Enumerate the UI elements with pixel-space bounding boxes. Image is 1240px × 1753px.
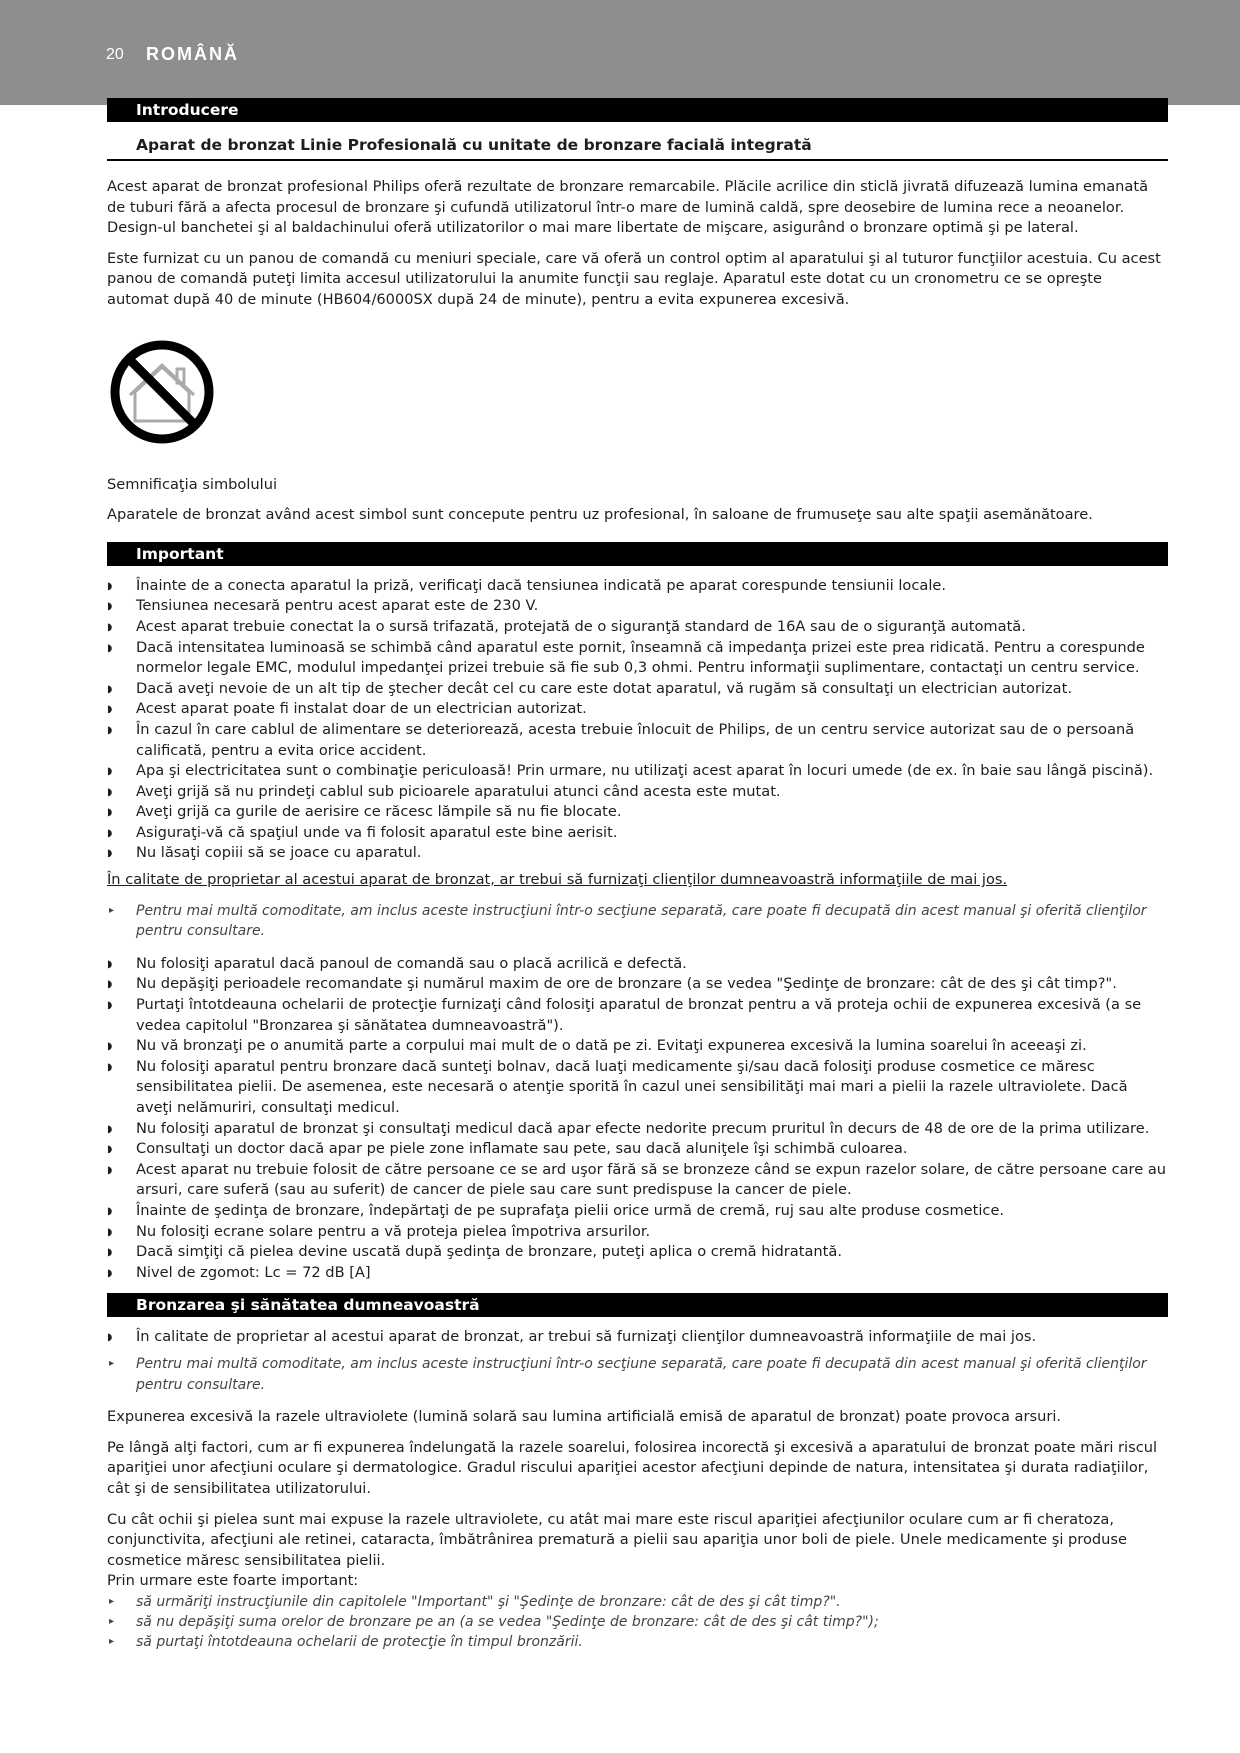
bullet-icon: ◗ xyxy=(107,786,113,798)
bullet-icon: ◗ xyxy=(107,979,113,991)
list-item: ◗ Acest aparat poate fi instalat doar de un electrician autorizat. xyxy=(107,700,587,718)
list-item: ◗ În cazul în care cablul de alimentare se deteriorează, acesta trebuie înlocuit de Philips, de un centru service autorizat sau de o persoană calificată, pentru a evita orice accident. xyxy=(107,720,1135,759)
bullet-icon: ◗ xyxy=(107,1123,113,1135)
page-content xyxy=(107,98,1168,1652)
bullet-icon: ◗ xyxy=(107,1205,113,1217)
bullet-icon: ◗ xyxy=(107,1144,113,1156)
bullet-icon: ◗ xyxy=(107,766,113,778)
section-title-intro: Introducere xyxy=(107,98,1168,122)
bullet-icon: ◗ xyxy=(107,601,113,613)
list-item: ◗ Consultaţi un doctor dacă apar pe piele zone inflamate sau pete, sau dacă aluniţele îşi schimbă culoarea. xyxy=(107,1140,908,1158)
bullet-icon: ◗ xyxy=(107,704,113,716)
symbol-description: Aparatele de bronzat având acest simbol sunt concepute pentru uz profesional, în saloane de frumuseţe sau alte spaţii asemănătoare. xyxy=(107,506,1093,524)
intro-paragraph-1: Acest aparat de bronzat profesional Philips oferă rezultate de bronzare remarcabile. Plăcile acrilice din sticlă jivrată difuzează lumina emanată de tuburi fără a afecta procesul de bronzare şi cufundă utilizatorul într-o mare de lumină caldă, spre deosebire de lumina rece a neoanelor. Design-ul banchetei şi al baldachinului oferă utilizatorilor o mai mare libertate de mişcare, asigurând o bronzare optimă şi pe lateral. xyxy=(107,178,1149,237)
triangle-icon: ▸ xyxy=(109,904,115,916)
bullet-icon: ◗ xyxy=(107,1041,113,1053)
bullet-icon: ◗ xyxy=(107,807,113,819)
section-title-important: Important xyxy=(107,542,1168,566)
bullet-icon: ◗ xyxy=(107,958,113,970)
bullet-icon: ◗ xyxy=(107,724,113,736)
bullet-icon: ◗ xyxy=(107,642,113,654)
list-item: ◗ În calitate de proprietar al acestui aparat de bronzat, ar trebui să furnizaţi clienţilor dumneavoastră informaţiile de mai jos. xyxy=(107,1328,1037,1346)
list-item: ◗ Dacă intensitatea luminoasă se schimbă când aparatul este pornit, înseamnă că impedanţa prizei este prea ridicată. Pentru a corespunde normelor legale EMC, modulul impedanţei prizei trebuie să fie sub 0,3 ohmi. Pentru informaţii suplimentare, contactaţi un centru service. xyxy=(107,638,1145,677)
language-label: ROMÂNĂ xyxy=(146,44,239,64)
bullet-icon: ◗ xyxy=(107,1247,113,1259)
list-item: ◗ Dacă simţiţi că pielea devine uscată după şedinţa de bronzare, puteţi aplica o cremă hidratantă. xyxy=(107,1243,842,1261)
health-paragraph-3: Cu cât ochii şi pielea sunt mai expuse la razele ultraviolete, cu atât mai mare este riscul apariţiei afecţiunilor oculare cum ar fi cheratoza, conjunctivita, afecţiuni ale retinei, cataracta, îmbătrânirea prematură a pielii sau apariţia unor boli de piele. Unele medicamente şi produse cosmetice măresc sensibilitatea pielii. xyxy=(107,1510,1127,1569)
client-list xyxy=(107,954,1168,1284)
health-paragraph-2: Pe lângă alţi factori, cum ar fi expunerea îndelungată la razele soarelui, folosirea incorectă şi excesivă a aparatului de bronzat poate mări riscul apariţiei unor afecţiuni oculare şi dermatologice. Gradul riscului apariţiei acestor afecţiuni depinde de natura, intensitatea şi durata radiaţiilor, cât şi de sensibilitatea utilizatorului. xyxy=(107,1438,1158,1497)
page-header xyxy=(0,0,1240,105)
owner-notice: În calitate de proprietar al acestui aparat de bronzat, ar trebui să furnizaţi clienţilor dumneavoastră informaţiile de mai jos. xyxy=(107,871,1008,889)
triangle-icon: ▸ xyxy=(109,1615,115,1627)
list-item: ◗ Nu depăşiţi perioadele recomandate şi numărul maxim de ore de bronzare (a se vedea "Şedinţe de bronzare: cât de des şi cât timp?". xyxy=(107,975,1117,993)
health-note: ▸ Pentru mai multă comoditate, am inclus aceste instrucţiuni într-o secţiune separată, care poate fi decupată din acest manual şi oferită clienţilor pentru consultare. xyxy=(109,1355,1147,1393)
list-item: ◗ Nu folosiţi aparatul de bronzat şi consultaţi medicul dacă apar efecte nedorite precum pruritul în decurs de 48 de ore de la prima utilizare. xyxy=(107,1119,1150,1137)
list-item: ◗ Acest aparat nu trebuie folosit de către persoane ce se ard uşor fără să se bronzeze când se expun razelor solare, de către persoane care au arsuri, care suferă (sau au suferit) de cancer de piele sau care sunt predispuse la cancer de piele. xyxy=(107,1160,1167,1199)
section-title-health: Bronzarea şi sănătatea dumneavoastră xyxy=(107,1293,1168,1317)
list-item: ◗ Acest aparat trebuie conectat la o sursă trifazată, protejată de o siguranţă standard de 16A sau de o siguranţă automată. xyxy=(107,617,1026,635)
bullet-icon: ◗ xyxy=(107,621,113,633)
list-item: ◗ Nivel de zgomot: Lc = 72 dB [A] xyxy=(107,1263,371,1281)
intro-paragraph-2: Este furnizat cu un panou de comandă cu meniuri speciale, care vă oferă un control optim al aparatului şi al tuturor funcţiilor acestuia. Cu acest panou de comandă puteţi limita accesul utilizatorului la anumite funcţii sau reglaje. Aparatul este dotat cu un cronometru ce se opreşte automat după 40 de minute (HB604/6000SX după 24 de minute), pentru a evita expunerea excesivă. xyxy=(107,249,1161,308)
bullet-icon: ◗ xyxy=(107,827,113,839)
triangle-icon: ▸ xyxy=(109,1635,115,1647)
health-final-list xyxy=(107,1592,1168,1652)
bullet-icon: ◗ xyxy=(107,683,113,695)
bullet-icon: ◗ xyxy=(107,1061,113,1073)
list-item: ◗ Purtaţi întotdeauna ochelarii de protecţie furnizaţi când folosiţi aparatul de bronzat pentru a vă proteja ochii de expunerea excesivă (a se vedea capitolul "Bronzarea şi sănătatea dumneavoastră"). xyxy=(107,996,1142,1034)
triangle-icon: ▸ xyxy=(109,1595,115,1607)
list-item: ▸ să purtaţi întotdeauna ochelarii de protecţie în timpul bronzării. xyxy=(109,1633,583,1650)
no-home-use-icon xyxy=(107,337,217,447)
bullet-icon: ◗ xyxy=(107,1164,113,1176)
health-list xyxy=(107,1327,1168,1348)
list-item: ◗ Nu lăsaţi copiii să se joace cu aparatul. xyxy=(107,844,422,862)
important-list xyxy=(107,576,1168,864)
bullet-icon: ◗ xyxy=(107,580,113,592)
triangle-icon: ▸ xyxy=(109,1357,115,1369)
bullet-icon: ◗ xyxy=(107,1267,113,1279)
customer-note: ▸ Pentru mai multă comoditate, am inclus aceste instrucţiuni într-o secţiune separată, care poate fi decupată din acest manual şi oferită clienţilor pentru consultare. xyxy=(109,902,1147,940)
list-item: ▸ să urmăriţi instrucţiunile din capitolele "Important" şi "Şedinţe de bronzare: cât de des şi cât timp?". xyxy=(109,1593,841,1610)
bullet-icon: ◗ xyxy=(107,1000,113,1012)
list-item: ◗ Apa şi electricitatea sunt o combinaţie periculoasă! Prin urmare, nu utilizaţi acest aparat în locuri umede (de ex. în baie sau lângă piscină). xyxy=(107,762,1154,780)
subsection-title: Aparat de bronzat Linie Profesională cu unitate de bronzare facială integrată xyxy=(107,136,1168,161)
list-item: ◗ Tensiunea necesară pentru acest aparat este de 230 V. xyxy=(107,597,539,615)
list-item: ◗ Asiguraţi-vă că spaţiul unde va fi folosit aparatul este bine aerisit. xyxy=(107,823,618,841)
page-number: 20 xyxy=(106,46,124,63)
symbol-caption: Semnificaţia simbolului xyxy=(107,475,278,493)
list-item: ◗ Nu folosiţi aparatul pentru bronzare dacă sunteţi bolnav, dacă luaţi medicamente şi/sau dacă folosiţi produse cosmetice ce măresc sensibilitatea pielii. De asemenea, este necesară o atenţie sporită în cazul unei sensibilităţi mai mari a pielii la razele ultraviolete. Dacă aveţi nelămuriri, consultaţi medicul. xyxy=(107,1057,1128,1116)
list-item: ◗ Aveţi grijă ca gurile de aerisire ce răcesc lămpile să nu fie blocate. xyxy=(107,803,622,821)
list-item: ▸ să nu depăşiţi suma orelor de bronzare pe an (a se vedea "Şedinţe de bronzare: cât de des şi cât timp?"); xyxy=(109,1613,879,1630)
list-item: ◗ Nu folosiţi ecrane solare pentru a vă proteja pielea împotriva arsurilor. xyxy=(107,1222,651,1240)
list-item: ◗ Aveţi grijă să nu prindeţi cablul sub picioarele aparatului atunci când acesta este mutat. xyxy=(107,782,781,800)
health-paragraph-1: Expunerea excesivă la razele ultraviolete (lumină solară sau lumina artificială emisă de aparatul de bronzat) poate provoca arsuri. xyxy=(107,1408,1062,1426)
list-item: ◗ Nu folosiţi aparatul dacă panoul de comandă sau o placă acrilică e defectă. xyxy=(107,954,687,972)
list-item: ◗ Înainte de a conecta aparatul la priză, verificaţi dacă tensiunea indicată pe aparat corespunde tensiunii locale. xyxy=(107,576,946,594)
bullet-icon: ◗ xyxy=(107,1226,113,1238)
health-paragraph-4: Prin urmare este foarte important: xyxy=(107,1572,359,1590)
list-item: ◗ Dacă aveţi nevoie de un alt tip de ştecher decât cel cu care este dotat aparatul, vă rugăm să consultaţi un electrician autorizat. xyxy=(107,679,1072,697)
symbol-figure xyxy=(107,337,1168,447)
list-item: ◗ Nu vă bronzaţi pe o anumită parte a corpului mai mult de o dată pe zi. Evitaţi expunerea excesivă la lumina soarelui în aceeaşi zi. xyxy=(107,1037,1087,1055)
bullet-icon: ◗ xyxy=(107,848,113,860)
bullet-icon: ◗ xyxy=(107,1332,113,1344)
list-item: ◗ Înainte de şedinţa de bronzare, îndepărtaţi de pe suprafaţa pielii orice urmă de cremă, ruj sau alte produse cosmetice. xyxy=(107,1201,1005,1219)
